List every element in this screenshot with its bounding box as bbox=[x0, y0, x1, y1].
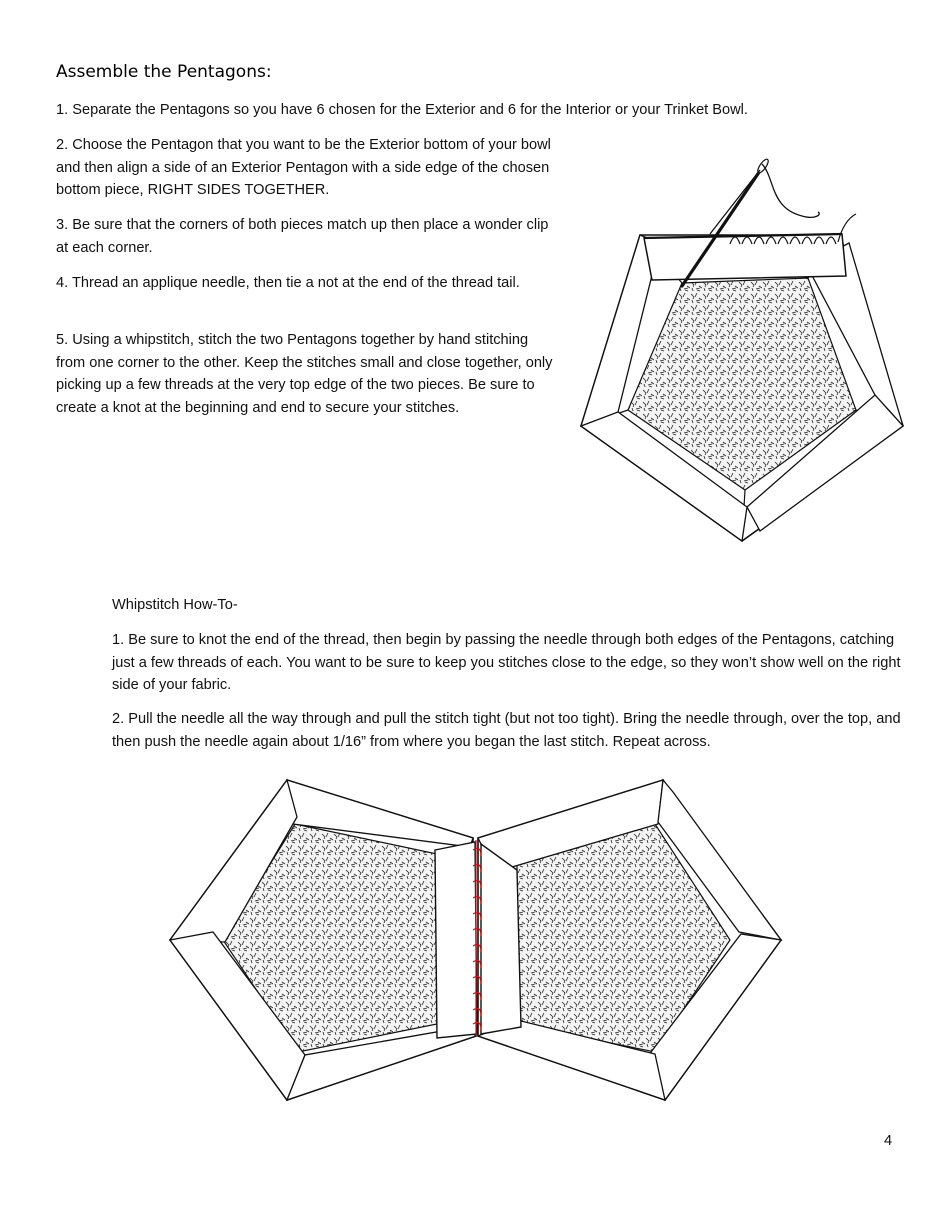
pentagon-fabric bbox=[581, 235, 903, 541]
step-5-text: 5. Using a whipstitch, stitch the two Pentagons together by hand stitching from one corner to the other. Keep the stitches small and close together, only picking up a few threads at the very top edge of the two pieces. Be sure to create a knot at the beginning and end to secure your stitches. bbox=[56, 332, 553, 416]
left-pentagon bbox=[170, 780, 476, 1100]
page-title: Assemble the Pentagons: bbox=[56, 62, 272, 82]
whipstitch-step-2-text: 2. Pull the needle all the way through and pull the stitch tight (but not too tight). Bring the needle through, over the top, and then push the needle again about 1/16” from where you began the last stitch. Repeat across. bbox=[112, 711, 901, 750]
step-3-text: 3. Be sure that the corners of both pieces match up then place a wonder clip at each corner. bbox=[56, 217, 549, 256]
pentagon-needle-illustration bbox=[570, 148, 910, 548]
thread-icon bbox=[710, 164, 819, 234]
whipstitch-step-1-text: 1. Be sure to knot the end of the thread, then begin by passing the needle through both edges of the Pentagons, catching just a few threads of each. You want to be sure to keep you stitches close to the edge, so they won’t show well on the right side of your fabric. bbox=[112, 632, 901, 693]
step-1-text: 1. Separate the Pentagons so you have 6 chosen for the Exterior and 6 for the Interior or your Trinket Bowl. bbox=[56, 102, 748, 118]
step-4-text: 4. Thread an applique needle, then tie a not at the end of the thread tail. bbox=[56, 275, 520, 291]
whipstitch-heading: Whipstitch How-To- bbox=[112, 597, 238, 613]
right-pentagon bbox=[478, 780, 781, 1100]
two-pentagons-illustration bbox=[165, 772, 785, 1112]
page-number: 4 bbox=[884, 1133, 893, 1149]
step-2-text: 2. Choose the Pentagon that you want to be the Exterior bottom of your bowl and then align a side of an Exterior Pentagon with a side edge of the chosen bottom piece, RIGHT SIDES TOGETHER. bbox=[56, 137, 551, 198]
